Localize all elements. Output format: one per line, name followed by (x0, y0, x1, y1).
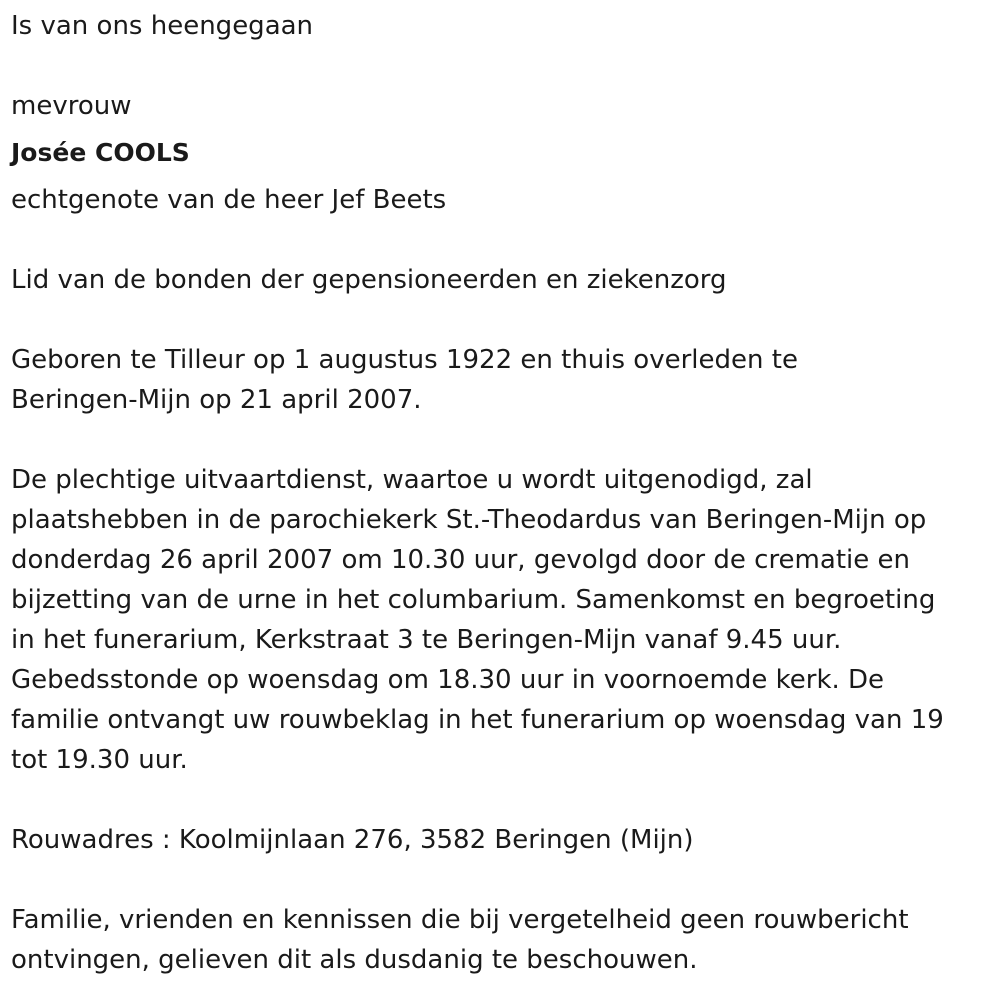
paragraph-line: ontvingen, gelieven dit als dusdanig te beschouwen. (11, 945, 698, 975)
paragraph-line: donderdag 26 april 2007 om 10.30 uur, gevolgd door de crematie en (11, 545, 910, 575)
paragraph-line: plaatshebben in de parochiekerk St.-Theodardus van Beringen-Mijn op (11, 505, 927, 535)
paragraph-line: familie ontvangt uw rouwbeklag in het funerarium op woensdag van 19 (11, 705, 944, 735)
paragraph-line: Geboren te Tilleur op 1 augustus 1922 en thuis overleden te (11, 345, 798, 375)
deceased-name: Josée COOLS (11, 138, 190, 167)
funeral-paragraph (11, 460, 986, 780)
paragraph-line: tot 19.30 uur. (11, 745, 188, 775)
intro-text: Is van ons heengegaan (11, 11, 314, 41)
spacer (11, 173, 986, 180)
paragraph-line: Familie, vrienden en kennissen die bij vergetelheid geen rouwbericht (11, 905, 909, 935)
spacer (11, 420, 986, 460)
paragraph-line: De plechtige uitvaartdienst, waartoe u wordt uitgenodigd, zal (11, 465, 813, 495)
mourning-address: Rouwadres : Koolmijnlaan 276, 3582 Beringen (Mijn) (11, 825, 694, 855)
spacer (11, 46, 986, 86)
paragraph-line: Beringen-Mijn op 21 april 2007. (11, 385, 422, 415)
spacer (11, 780, 986, 820)
spacer (11, 220, 986, 260)
paragraph-line: Gebedsstonde op woensdag om 18.30 uur in voornoemde kerk. De (11, 665, 885, 695)
spacer (11, 860, 986, 900)
birth-death-paragraph (11, 340, 986, 420)
closing-paragraph (11, 900, 986, 980)
honorific: mevrouw (11, 91, 132, 121)
paragraph-line: in het funerarium, Kerkstraat 3 te Beringen-Mijn vanaf 9.45 uur. (11, 625, 842, 655)
obituary-notice (11, 6, 986, 980)
membership-line: Lid van de bonden der gepensioneerden en ziekenzorg (11, 265, 727, 295)
spacer (11, 126, 986, 133)
paragraph-line: bijzetting van de urne in het columbarium. Samenkomst en begroeting (11, 585, 936, 615)
spacer (11, 300, 986, 340)
spouse-line: echtgenote van de heer Jef Beets (11, 185, 447, 215)
